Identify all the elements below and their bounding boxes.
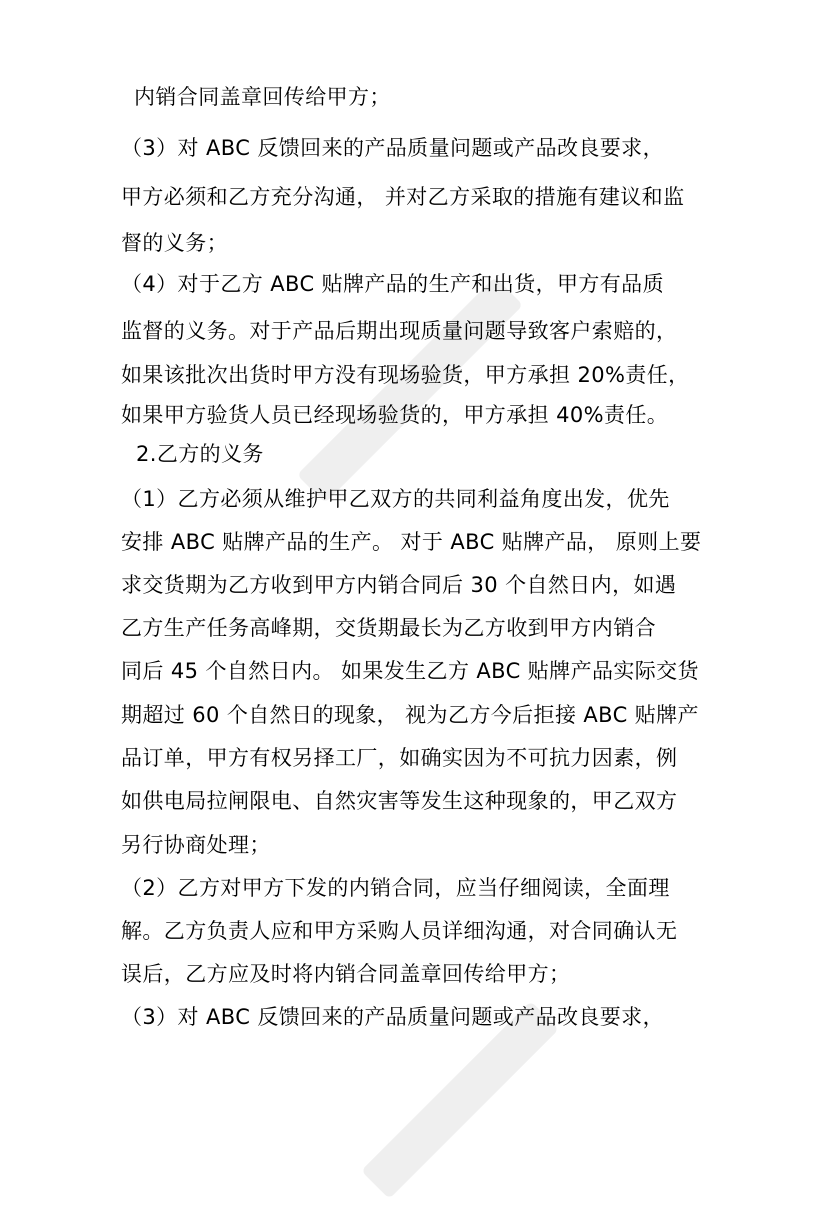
section-heading: 2.乙方的义务 (136, 442, 264, 466)
text-line: 甲方必须和乙方充分沟通， 并对乙方采取的措施有建议和监 (121, 185, 685, 209)
text-line: （3）对 ABC 反馈回来的产品质量问题或产品改良要求， (121, 136, 664, 160)
text-line: 督的义务； (121, 231, 228, 255)
text-line: 期超过 60 个自然日的现象， 视为乙方今后拒接 ABC 贴牌产 (121, 703, 699, 727)
text-line: （4）对于乙方 ABC 贴牌产品的生产和出货，甲方有品质 (121, 272, 664, 296)
text-line: 安排 ABC 贴牌产品的生产。 对于 ABC 贴牌产品， 原则上要 (121, 530, 702, 554)
text-line: 误后，乙方应及时将内销合同盖章回传给甲方； (121, 962, 571, 986)
text-line: 解。乙方负责人应和甲方采购人员详细沟通，对合同确认无 (121, 919, 678, 943)
text-line: 另行协商处理； (121, 833, 271, 857)
text-line: 监督的义务。对于产品后期出现质量问题导致客户索赔的， (121, 319, 678, 343)
text-line: 乙方生产任务高峰期，交货期最长为乙方收到甲方内销合 (121, 616, 656, 640)
text-line: 如果该批次出货时甲方没有现场验货，甲方承担 20%责任， (121, 363, 690, 387)
watermark-shape (297, 277, 523, 503)
text-line: 内销合同盖章回传给甲方； (134, 85, 391, 109)
text-line: 同后 45 个自然日内。 如果发生乙方 ABC 贴牌产品实际交货 (121, 659, 699, 683)
text-line: （3）对 ABC 反馈回来的产品质量问题或产品改良要求， (121, 1005, 664, 1029)
text-line: （1）乙方必须从维护甲乙双方的共同利益角度出发，优先 (121, 487, 670, 511)
text-line: 求交货期为乙方收到甲方内销合同后 30 个自然日内，如遇 (121, 573, 677, 597)
text-line: 如果甲方验货人员已经现场验货的，甲方承担 40%责任。 (121, 403, 669, 427)
text-line: （2）乙方对甲方下发的内销合同，应当仔细阅读，全面理 (121, 876, 670, 900)
watermark-shape (361, 1001, 559, 1199)
text-line: 如供电局拉闸限电、自然灾害等发生这种现象的，甲乙双方 (121, 789, 678, 813)
text-line: 品订单，甲方有权另择工厂，如确实因为不可抗力因素，例 (121, 746, 678, 770)
